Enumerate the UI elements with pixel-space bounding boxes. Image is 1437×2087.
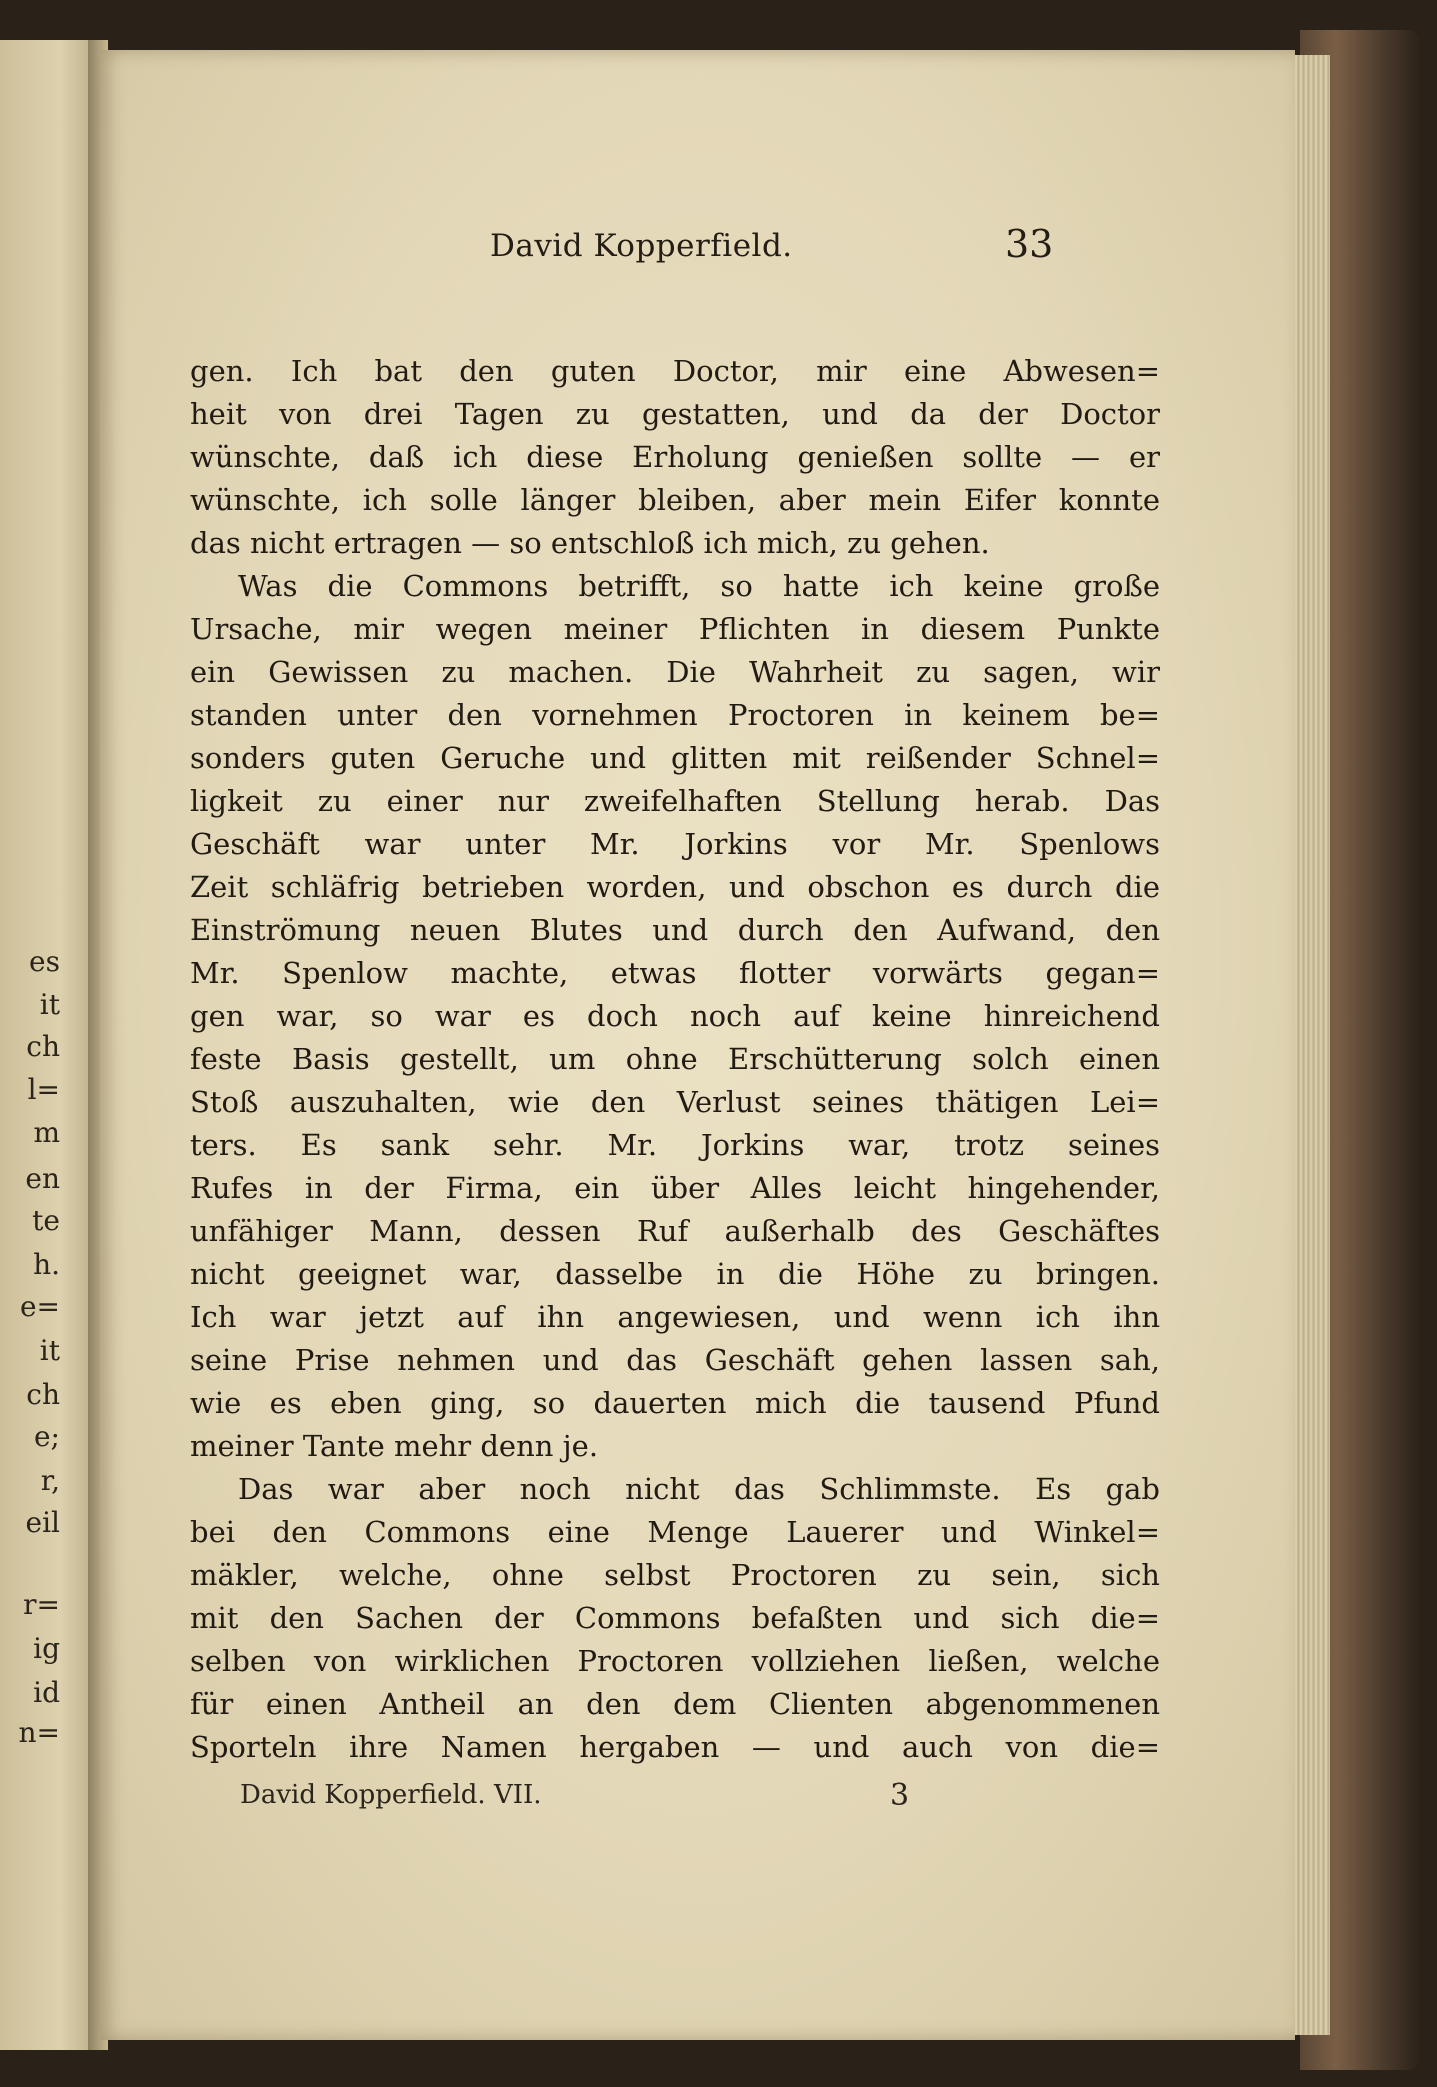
previous-page-fragment: h. [33, 1248, 60, 1281]
text-line: ein Gewissen zu machen. Die Wahrheit zu sagen, wir [190, 655, 1160, 689]
text-line: Sporteln ihre Namen hergaben — und auch von die= [190, 1730, 1160, 1764]
previous-page-fragment: e; [33, 1420, 60, 1453]
previous-page-fragment: n= [18, 1716, 60, 1749]
text-line: Was die Commons betrifft, so hatte ich keine große [238, 569, 1160, 603]
text-line: mäkler, welche, ohne selbst Proctoren zu sein, sich [190, 1558, 1160, 1592]
previous-page-fragment: id [33, 1676, 60, 1709]
text-line: Ursache, mir wegen meiner Pflichten in diesem Punkte [190, 612, 1160, 646]
previous-page-fragment: r= [23, 1588, 60, 1621]
text-line: heit von drei Tagen zu gestatten, und da der Doctor [190, 397, 1160, 431]
text-line: standen unter den vornehmen Proctoren in keinem be= [190, 698, 1160, 732]
previous-page [0, 40, 100, 2050]
text-line: nicht geeignet war, dasselbe in die Höhe zu bringen. [190, 1257, 1160, 1291]
text-line: das nicht ertragen — so entschloß ich mich, zu gehen. [190, 526, 990, 560]
text-line: bei den Commons eine Menge Lauerer und Winkel= [190, 1515, 1160, 1549]
text-line: Stoß auszuhalten, wie den Verlust seines thätigen Lei= [190, 1085, 1160, 1119]
previous-page-fragment: es [29, 945, 60, 978]
text-line: unfähiger Mann, dessen Ruf außerhalb des Geschäftes [190, 1214, 1160, 1248]
page-body-text [190, 350, 1160, 1769]
previous-page-fragment: ig [33, 1632, 60, 1665]
text-line: Das war aber noch nicht das Schlimmste. Es gab [238, 1472, 1160, 1506]
previous-page-fragment: en [25, 1162, 60, 1195]
text-line: feste Basis gestellt, um ohne Erschütterung solch einen [190, 1042, 1160, 1076]
page-number: 33 [1005, 222, 1054, 266]
previous-page-fragment: ch [26, 1030, 60, 1063]
previous-page-fragment: ch [26, 1378, 60, 1411]
book-page [100, 50, 1295, 2040]
text-line: sonders guten Geruche und glitten mit reißender Schnel= [190, 741, 1160, 775]
page-edges [1290, 55, 1330, 2035]
text-line: Zeit schläfrig betrieben worden, und obschon es durch die [190, 870, 1160, 904]
previous-page-fragment: e= [19, 1290, 60, 1323]
footer-sheet-number: 3 [890, 1778, 910, 1813]
previous-page-fragment: l= [27, 1073, 60, 1106]
text-line: ters. Es sank sehr. Mr. Jorkins war, trotz seines [190, 1128, 1160, 1162]
footer-signature: David Kopperfield. VII. [240, 1780, 542, 1810]
text-line: Rufes in der Firma, ein über Alles leicht hingehender, [190, 1171, 1160, 1205]
text-line: Ich war jetzt auf ihn angewiesen, und wenn ich ihn [190, 1300, 1160, 1334]
running-head-title: David Kopperfield. [490, 228, 793, 264]
text-line: für einen Antheil an den dem Clienten abgenommenen [190, 1687, 1160, 1721]
text-line: Einströmung neuen Blutes und durch den Aufwand, den [190, 913, 1160, 947]
text-line: Mr. Spenlow machte, etwas flotter vorwärts gegan= [190, 956, 1160, 990]
text-line: mit den Sachen der Commons befaßten und sich die= [190, 1601, 1160, 1635]
text-line: gen war, so war es doch noch auf keine hinreichend [190, 999, 1160, 1033]
text-line: wie es eben ging, so dauerten mich die tausend Pfund [190, 1386, 1160, 1420]
running-head [100, 222, 1295, 288]
text-line: ligkeit zu einer nur zweifelhaften Stellung herab. Das [190, 784, 1160, 818]
page-footer [100, 1780, 1295, 1830]
previous-page-fragment: te [32, 1204, 60, 1237]
text-line: meiner Tante mehr denn je. [190, 1429, 599, 1463]
previous-page-fragment: eil [25, 1506, 60, 1539]
text-line: selben von wirklichen Proctoren vollziehen ließen, welche [190, 1644, 1160, 1678]
text-line: wünschte, daß ich diese Erholung genießen sollte — er [190, 440, 1160, 474]
previous-page-fragment: r, [40, 1464, 60, 1497]
text-line: Geschäft war unter Mr. Jorkins vor Mr. Spenlows [190, 827, 1160, 861]
previous-page-fragment: it [39, 988, 60, 1021]
text-line: wünschte, ich solle länger bleiben, aber mein Eifer konnte [190, 483, 1160, 517]
text-line: seine Prise nehmen und das Geschäft gehen lassen sah, [190, 1343, 1160, 1377]
previous-page-fragment: it [39, 1334, 60, 1367]
previous-page-fragment: m [33, 1116, 60, 1149]
text-line: gen. Ich bat den guten Doctor, mir eine Abwesen= [190, 354, 1160, 388]
